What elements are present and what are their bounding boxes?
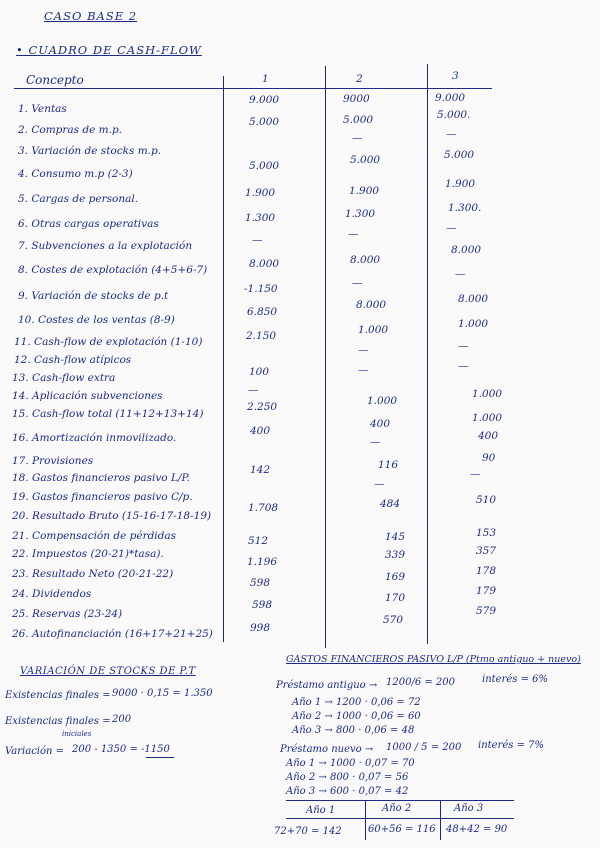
cell-y2: — [374, 478, 385, 490]
cell-y1: 1.900 [245, 187, 276, 199]
row-label: 22. Impuestos (20-21)*tasa). [12, 548, 164, 560]
cell-y3: 1.300. [448, 202, 482, 214]
row-label: 24. Dividendos [12, 588, 92, 600]
cell-y3: — [446, 128, 457, 140]
concept-header: Concepto [26, 73, 84, 87]
row-label: 15. Cash-flow total (11+12+13+14) [12, 408, 204, 420]
summary-value-2: 60+56 = 116 [368, 824, 436, 835]
cell-y1: 598 [252, 599, 273, 611]
cell-y3: — [446, 222, 457, 234]
row-label: 6. Otras cargas operativas [18, 218, 159, 230]
row-label: 19. Gastos financieros pasivo C/p. [12, 491, 193, 503]
page-title: CASO BASE 2 [44, 9, 138, 23]
stocks-line2-inserted: iniciales [62, 730, 92, 738]
cell-y3: 400 [478, 430, 499, 442]
cell-y3: 1.000 [472, 412, 503, 424]
summary-header-1: Año 1 [306, 805, 336, 816]
summary-header-3: Año 3 [454, 803, 484, 814]
cell-y3: 179 [476, 585, 497, 597]
new-loan-rate: interés = 7% [478, 740, 545, 751]
row-label: 7. Subvenciones a la explotación [18, 240, 193, 252]
cell-y1: 998 [250, 622, 271, 634]
cell-y2: 5.000 [350, 154, 381, 166]
cell-y1: 8.000 [249, 258, 280, 270]
cell-y3: — [470, 468, 481, 480]
col-header-2: 2 [356, 73, 363, 85]
old-year-1: Año 1 → 1200 · 0,06 = 72 [292, 697, 421, 708]
cell-y2: 145 [385, 531, 406, 543]
cell-y3: 1.000 [472, 388, 503, 400]
cell-y3: — [455, 268, 466, 280]
row-label: 4. Consumo m.p (2-3) [18, 168, 133, 180]
cell-y2: — [352, 132, 363, 144]
stocks-result-underline [146, 757, 174, 758]
row-label: 9. Variación de stocks de p.t [18, 290, 169, 302]
row-label: 13. Cash-flow extra [12, 372, 116, 384]
old-year-3: Año 3 → 800 · 0,06 = 48 [292, 725, 415, 736]
row-label: 12. Cash-flow atípicos [14, 354, 132, 366]
row-label: 10. Costes de los ventas (8-9) [18, 314, 175, 326]
section-title: • CUADRO DE CASH-FLOW [16, 43, 202, 57]
stocks-title: VARIACIÓN DE STOCKS DE P.T [20, 666, 196, 677]
row-label: 21. Compensación de pérdidas [12, 530, 177, 542]
row-label: 5. Cargas de personal. [18, 193, 139, 205]
cell-y3: — [458, 340, 469, 352]
row-label: 25. Reservas (23-24) [12, 608, 123, 620]
stocks-line3-label: Variación = [5, 746, 65, 757]
cell-y3: 357 [476, 545, 497, 557]
row-label: 2. Compras de m.p. [18, 124, 123, 136]
cell-y1: 1.708 [248, 502, 279, 514]
summary-divider-2 [440, 800, 441, 840]
cell-y2: 5.000 [343, 114, 374, 126]
stocks-line1-label: Existencias finales = [5, 690, 111, 701]
new-loan-label: Préstamo nuevo → [280, 744, 374, 755]
cell-y3: 178 [476, 565, 497, 577]
row-label: 3. Variación de stocks m.p. [18, 145, 162, 157]
cell-y2: 484 [380, 498, 401, 510]
new-year-1: Año 1 → 1000 · 0,07 = 70 [286, 758, 415, 769]
summary-header-2: Año 2 [382, 803, 412, 814]
cell-y2: 1.000 [358, 324, 389, 336]
cell-y3: 153 [476, 527, 497, 539]
row-label: 1. Ventas [18, 103, 67, 115]
cell-y3: — [458, 360, 469, 372]
cell-y1: 100 [249, 366, 270, 378]
cell-y1: 6.850 [247, 306, 278, 318]
col-header-1: 1 [262, 73, 269, 85]
cell-y1: 400 [250, 425, 271, 437]
cell-y2: — [352, 277, 363, 289]
new-year-2: Año 2 → 800 · 0,07 = 56 [286, 772, 409, 783]
cell-y1: 598 [250, 577, 271, 589]
row-label: 26. Autofinanciación (16+17+21+25) [12, 628, 213, 640]
row-label: 23. Resultado Neto (20-21-22) [12, 568, 174, 580]
cell-y1: 1.300 [245, 212, 276, 224]
cell-y2: 570 [383, 614, 404, 626]
stocks-line3-value: 200 - 1350 = -1150 [72, 744, 170, 755]
cell-y1: 5.000 [249, 160, 280, 172]
cell-y3: 5.000. [437, 109, 471, 121]
cell-y2: 1.300 [345, 208, 376, 220]
cell-y3: 1.900 [445, 178, 476, 190]
row-label: 11. Cash-flow de explotación (1-10) [14, 336, 203, 348]
cell-y3: 579 [476, 605, 497, 617]
cell-y2: 339 [385, 549, 406, 561]
cell-y2: 8.000 [350, 254, 381, 266]
cell-y2: — [358, 344, 369, 356]
cell-y1: — [248, 384, 259, 396]
cell-y1: 9.000 [249, 94, 280, 106]
cell-y1: 2.150 [246, 330, 277, 342]
cell-y2: — [348, 228, 359, 240]
cell-y1: 2.250 [247, 401, 278, 413]
cell-y2: 1.000 [367, 395, 398, 407]
new-loan-calc: 1000 / 5 = 200 [386, 742, 462, 753]
finance-title: GASTOS FINANCIEROS PASIVO L/P (Ptmo antiguo + nuevo) [286, 654, 581, 665]
stocks-line2-label: Existencias finales = [5, 716, 111, 727]
col-divider-2 [325, 66, 326, 648]
row-label: 8. Costes de explotación (4+5+6-7) [18, 264, 208, 276]
cell-y1: 5.000 [249, 116, 280, 128]
row-label: 14. Aplicación subvenciones [12, 390, 163, 402]
cell-y1: -1.150 [244, 283, 278, 295]
cell-y2: 1.900 [349, 185, 380, 197]
old-year-2: Año 2 → 1000 · 0,06 = 60 [292, 711, 421, 722]
cell-y2: 400 [370, 418, 391, 430]
summary-divider-1 [365, 800, 366, 840]
stocks-line2-value: 200 [112, 714, 132, 725]
row-label: 18. Gastos financieros pasivo L/P. [12, 472, 190, 484]
cell-y1: — [252, 234, 263, 246]
new-year-3: Año 3 → 600 · 0,07 = 42 [286, 786, 409, 797]
row-label: 17. Provisiones [12, 455, 94, 467]
cell-y3: 90 [482, 452, 496, 464]
cell-y2: 170 [385, 592, 406, 604]
cell-y2: 8.000 [356, 299, 387, 311]
cell-y3: 8.000 [458, 293, 489, 305]
cell-y2: 9000 [343, 93, 370, 105]
cell-y1: 512 [248, 535, 269, 547]
row-label: 16. Amortización inmovilizado. [12, 432, 177, 444]
header-rule [14, 88, 492, 89]
col-divider-1 [223, 76, 224, 642]
cell-y2: 116 [378, 459, 399, 471]
summary-value-1: 72+70 = 142 [274, 826, 342, 837]
row-label: 20. Resultado Bruto (15-16-17-18-19) [12, 510, 212, 522]
old-loan-label: Préstamo antiguo → [276, 680, 378, 691]
old-loan-rate: interés = 6% [482, 674, 549, 685]
summary-value-3: 48+42 = 90 [446, 824, 508, 835]
summary-mid-rule [286, 818, 514, 819]
cell-y2: — [358, 364, 369, 376]
summary-top-rule [286, 800, 514, 801]
cell-y3: 1.000 [458, 318, 489, 330]
stocks-line1-value: 9000 · 0,15 = 1.350 [112, 688, 213, 699]
cell-y3: 5.000 [444, 149, 475, 161]
col-divider-3 [427, 64, 428, 644]
cell-y3: 8.000 [451, 244, 482, 256]
col-header-3: 3 [452, 70, 459, 82]
old-loan-calc: 1200/6 = 200 [386, 677, 456, 688]
cell-y3: 510 [476, 494, 497, 506]
cell-y1: 142 [250, 464, 271, 476]
cell-y2: 169 [385, 571, 406, 583]
cell-y2: — [370, 436, 381, 448]
cell-y3: 9.000 [435, 92, 466, 104]
cell-y1: 1.196 [247, 556, 278, 568]
